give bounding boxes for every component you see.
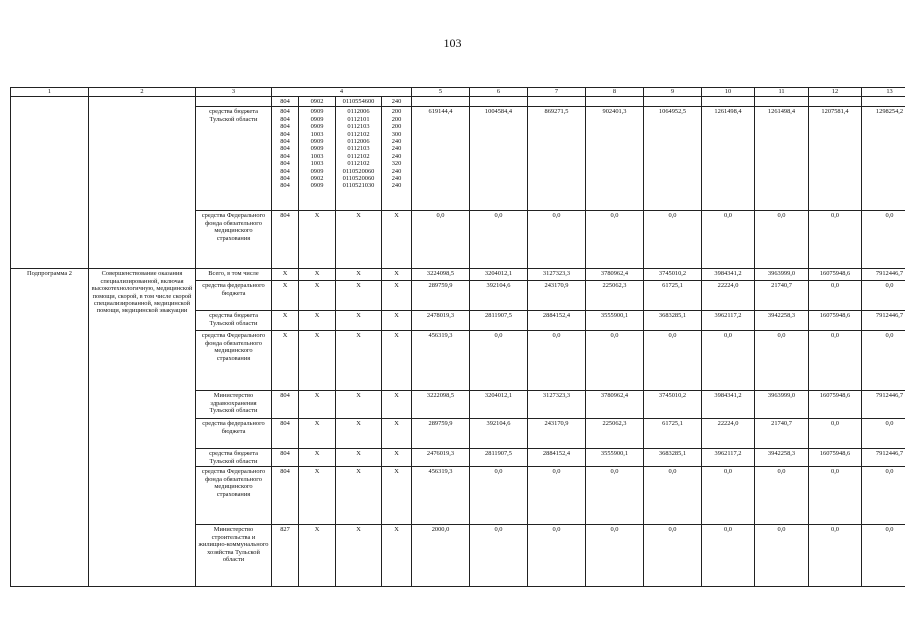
code-cell: X	[299, 419, 336, 449]
value-cell-empty	[644, 97, 702, 107]
value-cell: 3984341,2	[702, 391, 755, 419]
funding-source: средства Федерального фонда обязательного медицинского страхования	[196, 211, 272, 269]
value-cell: 0,0	[702, 525, 755, 587]
budget-table	[10, 87, 905, 587]
value-cell: 456319,3	[412, 467, 470, 525]
value-cell: 2884152,4	[528, 449, 586, 467]
value-cell: 0,0	[644, 211, 702, 269]
code-cell: 804	[272, 449, 299, 467]
value-cell: 0,0	[470, 467, 528, 525]
value-cell: 7912446,7	[862, 269, 905, 281]
value-cell: 0,0	[755, 467, 809, 525]
value-cell: 3222098,5	[412, 391, 470, 419]
value-cell: 0,0	[470, 331, 528, 391]
value-cell: 1064952,5	[644, 107, 702, 211]
value-cell: 3942258,3	[755, 449, 809, 467]
code-value: 240	[391, 182, 402, 190]
value-cell: 0,0	[528, 525, 586, 587]
value-cell-empty	[809, 97, 862, 107]
value-cell-empty	[586, 97, 644, 107]
value-cell: 2811907,5	[470, 311, 528, 331]
code-value: 0909	[310, 167, 324, 175]
value-cell: 16075948,6	[809, 269, 862, 281]
code-cell: X	[382, 419, 412, 449]
code-cell: 0902	[299, 97, 336, 107]
value-cell: 1004584,4	[470, 107, 528, 211]
code-value: 0112006	[347, 108, 370, 116]
value-cell: 0,0	[412, 211, 470, 269]
code-value: 804	[280, 138, 290, 146]
code-cell: X	[382, 281, 412, 311]
code-value: 240	[391, 145, 402, 153]
value-cell: 3745010,2	[644, 391, 702, 419]
code-value: 804	[280, 160, 290, 168]
header-cell: 5	[412, 88, 470, 97]
value-cell: 1207581,4	[809, 107, 862, 211]
value-cell: 0,0	[702, 211, 755, 269]
value-cell: 3745010,2	[644, 269, 702, 281]
code-value: 0909	[310, 115, 324, 123]
code-value: 804	[280, 175, 290, 183]
code-cell: X	[299, 525, 336, 587]
value-cell: 3780962,4	[586, 391, 644, 419]
code-cell: 804	[272, 467, 299, 525]
value-cell: 0,0	[586, 211, 644, 269]
value-cell: 0,0	[862, 211, 905, 269]
value-cell: 21740,7	[755, 419, 809, 449]
value-cell: 2000,0	[412, 525, 470, 587]
code-cell: X	[299, 449, 336, 467]
value-cell: 225062,3	[586, 419, 644, 449]
value-cell: 0,0	[586, 331, 644, 391]
code-cell: X	[382, 311, 412, 331]
value-cell: 3204012,1	[470, 269, 528, 281]
header-row	[11, 88, 905, 97]
value-cell: 3224098,5	[412, 269, 470, 281]
code-value: 804	[280, 167, 290, 175]
value-cell: 3963999,0	[755, 391, 809, 419]
value-cell: 0,0	[862, 331, 905, 391]
value-cell: 22224,0	[702, 281, 755, 311]
value-cell: 0,0	[809, 281, 862, 311]
subprogram-cell-empty	[11, 97, 89, 269]
value-cell: 392104,6	[470, 419, 528, 449]
header-cell: 8	[586, 88, 644, 97]
code-cell: X	[382, 391, 412, 419]
value-cell: 0,0	[809, 467, 862, 525]
value-cell: 0,0	[809, 211, 862, 269]
code-cell: X	[382, 331, 412, 391]
code-value: 804	[280, 115, 290, 123]
code-value: 804	[280, 152, 290, 160]
value-cell: 3780962,4	[586, 269, 644, 281]
value-cell: 0,0	[755, 331, 809, 391]
code-value: 1003	[310, 160, 324, 168]
value-cell: 0,0	[470, 525, 528, 587]
code-value: 0112102	[347, 152, 370, 160]
source-cell-empty	[196, 97, 272, 107]
funding-source: средства бюджета Тульской области	[196, 107, 272, 211]
value-cell: 1261498,4	[702, 107, 755, 211]
code-value: 240	[391, 167, 402, 175]
code-value: 0112103	[347, 123, 370, 131]
value-cell-empty	[862, 97, 905, 107]
value-cell: 2478019,3	[412, 311, 470, 331]
value-cell: 619144,4	[412, 107, 470, 211]
code-cell: 804	[272, 211, 299, 269]
code-column	[272, 107, 299, 211]
value-cell: 22224,0	[702, 419, 755, 449]
funding-source: средства бюджета Тульской области	[196, 449, 272, 467]
value-cell: 392104,6	[470, 281, 528, 311]
value-cell: 902401,3	[586, 107, 644, 211]
value-cell: 225062,3	[586, 281, 644, 311]
code-cell: 804	[272, 419, 299, 449]
code-value: 0110520060	[342, 167, 375, 175]
value-cell: 0,0	[809, 331, 862, 391]
code-value: 1003	[310, 130, 324, 138]
code-value: 200	[391, 123, 402, 131]
value-cell: 0,0	[702, 331, 755, 391]
value-cell: 16075948,6	[809, 449, 862, 467]
value-cell: 3683285,1	[644, 311, 702, 331]
funding-source: средства федерального бюджета	[196, 419, 272, 449]
code-value: 0112102	[347, 130, 370, 138]
code-cell: X	[336, 331, 382, 391]
value-cell: 0,0	[644, 467, 702, 525]
code-value: 0110520060	[342, 175, 375, 183]
code-cell: X	[382, 467, 412, 525]
code-value: 804	[280, 145, 290, 153]
funding-source: Всего, в том числе	[196, 269, 272, 281]
code-value: 0112101	[347, 115, 370, 123]
funding-source: средства Федерального фонда обязательного медицинского страхования	[196, 331, 272, 391]
value-cell: 0,0	[862, 467, 905, 525]
subprogram-label: Подпрограмма 2	[11, 269, 89, 587]
title-cell-empty	[89, 97, 196, 269]
header-cell: 2	[89, 88, 196, 97]
value-cell: 2884152,4	[528, 311, 586, 331]
code-value: 240	[391, 138, 402, 146]
value-cell-empty	[755, 97, 809, 107]
code-value: 0112102	[347, 160, 370, 168]
value-cell: 3942258,3	[755, 311, 809, 331]
table-row	[11, 97, 905, 107]
value-cell: 7912446,7	[862, 449, 905, 467]
value-cell: 0,0	[755, 525, 809, 587]
code-cell: X	[336, 391, 382, 419]
code-cell: X	[382, 211, 412, 269]
value-cell: 0,0	[755, 211, 809, 269]
code-value: 0909	[310, 123, 324, 131]
code-cell: X	[272, 331, 299, 391]
code-cell: X	[336, 269, 382, 281]
value-cell: 7912446,7	[862, 311, 905, 331]
code-column	[382, 107, 412, 211]
code-value: 0902	[310, 175, 324, 183]
code-cell: X	[272, 281, 299, 311]
code-value: 0112006	[347, 138, 370, 146]
code-cell: X	[382, 525, 412, 587]
value-cell: 289759,9	[412, 281, 470, 311]
header-cell: 6	[470, 88, 528, 97]
value-cell: 3204012,1	[470, 391, 528, 419]
code-cell: X	[299, 281, 336, 311]
value-cell: 3984341,2	[702, 269, 755, 281]
value-cell: 3127323,3	[528, 391, 586, 419]
value-cell: 1298254,2	[862, 107, 905, 211]
value-cell: 0,0	[586, 467, 644, 525]
code-value: 240	[391, 175, 402, 183]
code-value: 0909	[310, 138, 324, 146]
value-cell: 2811907,5	[470, 449, 528, 467]
value-cell: 0,0	[809, 419, 862, 449]
code-column	[336, 107, 382, 211]
code-cell: 804	[272, 97, 299, 107]
code-value: 0909	[310, 145, 324, 153]
funding-source: средства федерального бюджета	[196, 281, 272, 311]
code-cell: X	[299, 391, 336, 419]
code-value: 320	[391, 160, 402, 168]
value-cell-empty	[528, 97, 586, 107]
code-cell: 827	[272, 525, 299, 587]
code-cell: X	[336, 281, 382, 311]
value-cell: 3127323,3	[528, 269, 586, 281]
value-cell-empty	[412, 97, 470, 107]
value-cell: 2476019,3	[412, 449, 470, 467]
value-cell: 16075948,6	[809, 391, 862, 419]
value-cell: 0,0	[644, 331, 702, 391]
code-value: 804	[280, 108, 290, 116]
header-cell: 1	[11, 88, 89, 97]
value-cell: 0,0	[528, 467, 586, 525]
funding-source: средства бюджета Тульской области	[196, 311, 272, 331]
code-cell: X	[336, 467, 382, 525]
code-value: 240	[391, 152, 402, 160]
code-cell: X	[299, 331, 336, 391]
header-cell: 11	[755, 88, 809, 97]
header-cell: 13	[862, 88, 905, 97]
value-cell: 21740,7	[755, 281, 809, 311]
code-cell: X	[272, 269, 299, 281]
code-value: 0909	[310, 108, 324, 116]
value-cell: 0,0	[809, 525, 862, 587]
value-cell: 0,0	[470, 211, 528, 269]
value-cell: 869271,5	[528, 107, 586, 211]
code-column	[299, 107, 336, 211]
value-cell: 16075948,6	[809, 311, 862, 331]
value-cell-empty	[702, 97, 755, 107]
code-value: 1003	[310, 152, 324, 160]
value-cell: 0,0	[702, 467, 755, 525]
funding-source: средства Федерального фонда обязательного медицинского страхования	[196, 467, 272, 525]
value-cell: 0,0	[586, 525, 644, 587]
code-cell: X	[299, 311, 336, 331]
value-cell: 0,0	[862, 281, 905, 311]
header-cell: 12	[809, 88, 862, 97]
value-cell: 0,0	[862, 525, 905, 587]
code-value: 0110521030	[342, 182, 375, 190]
value-cell: 0,0	[862, 419, 905, 449]
table-row	[11, 269, 905, 281]
header-cell: 9	[644, 88, 702, 97]
header-cell: 10	[702, 88, 755, 97]
value-cell: 3555900,1	[586, 311, 644, 331]
value-cell: 3962117,2	[702, 449, 755, 467]
code-cell: X	[336, 525, 382, 587]
header-cell: 3	[196, 88, 272, 97]
value-cell: 3683285,1	[644, 449, 702, 467]
header-cell: 4	[272, 88, 412, 97]
value-cell: 3963999,0	[755, 269, 809, 281]
code-value: 804	[280, 130, 290, 138]
code-value: 300	[391, 130, 402, 138]
code-cell: X	[299, 269, 336, 281]
value-cell: 0,0	[528, 331, 586, 391]
code-cell: X	[336, 449, 382, 467]
code-value: 200	[391, 108, 402, 116]
code-cell: X	[272, 311, 299, 331]
code-cell: X	[382, 269, 412, 281]
value-cell: 61725,1	[644, 419, 702, 449]
code-value: 804	[280, 123, 290, 131]
code-cell: 0110554600	[336, 97, 382, 107]
funding-source: Министерство здравоохранения Тульской области	[196, 391, 272, 419]
value-cell: 456319,3	[412, 331, 470, 391]
value-cell: 3555900,1	[586, 449, 644, 467]
code-value: 200	[391, 115, 402, 123]
value-cell-empty	[470, 97, 528, 107]
code-cell: X	[382, 449, 412, 467]
value-cell: 289759,9	[412, 419, 470, 449]
code-cell: X	[299, 211, 336, 269]
code-value: 0112103	[347, 145, 370, 153]
code-value: 804	[280, 182, 290, 190]
page-number: 103	[443, 36, 462, 50]
subprogram-title: Совершенствование оказания специализированной, включая высокотехнологичную, медицинской помощи, скорой, в том числе скорой специализированной, медицинской помощи, медицинской эвакуации	[89, 269, 196, 587]
code-cell: 804	[272, 391, 299, 419]
value-cell: 0,0	[528, 211, 586, 269]
code-cell: X	[336, 211, 382, 269]
value-cell: 243170,9	[528, 419, 586, 449]
value-cell: 7912446,7	[862, 391, 905, 419]
value-cell: 243170,9	[528, 281, 586, 311]
funding-source: Министерство строительства и жилищно-коммунального хозяйства Тульской области	[196, 525, 272, 587]
value-cell: 1261498,4	[755, 107, 809, 211]
code-cell: X	[336, 311, 382, 331]
header-cell: 7	[528, 88, 586, 97]
code-cell: 240	[382, 97, 412, 107]
code-cell: X	[299, 467, 336, 525]
value-cell: 61725,1	[644, 281, 702, 311]
code-cell: X	[336, 419, 382, 449]
value-cell: 0,0	[644, 525, 702, 587]
code-value: 0909	[310, 182, 324, 190]
value-cell: 3962117,2	[702, 311, 755, 331]
